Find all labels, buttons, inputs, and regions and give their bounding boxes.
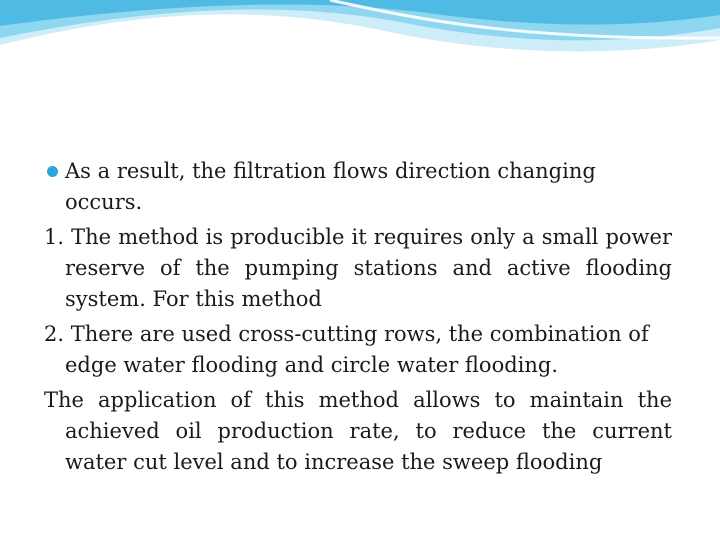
list-item-1: 1. The method is producible it requires only a small power reserve of the pumping stations and active flooding system. For this method — [44, 225, 672, 311]
slide-body — [44, 156, 672, 482]
header-wave-decoration — [0, 0, 720, 90]
conclusion-paragraph: The application of this method allows to maintain the achieved oil production rate, to reduce the current water cut level and to increase the sweep flooding — [44, 388, 672, 474]
list-item-2: 2. There are used cross-cutting rows, the combination of edge water flooding and circle water flooding. — [44, 322, 649, 377]
bullet-text: As a result, the filtration flows direction changing occurs. — [65, 159, 596, 214]
bullet-paragraph — [44, 156, 672, 218]
bullet-icon — [47, 166, 58, 177]
